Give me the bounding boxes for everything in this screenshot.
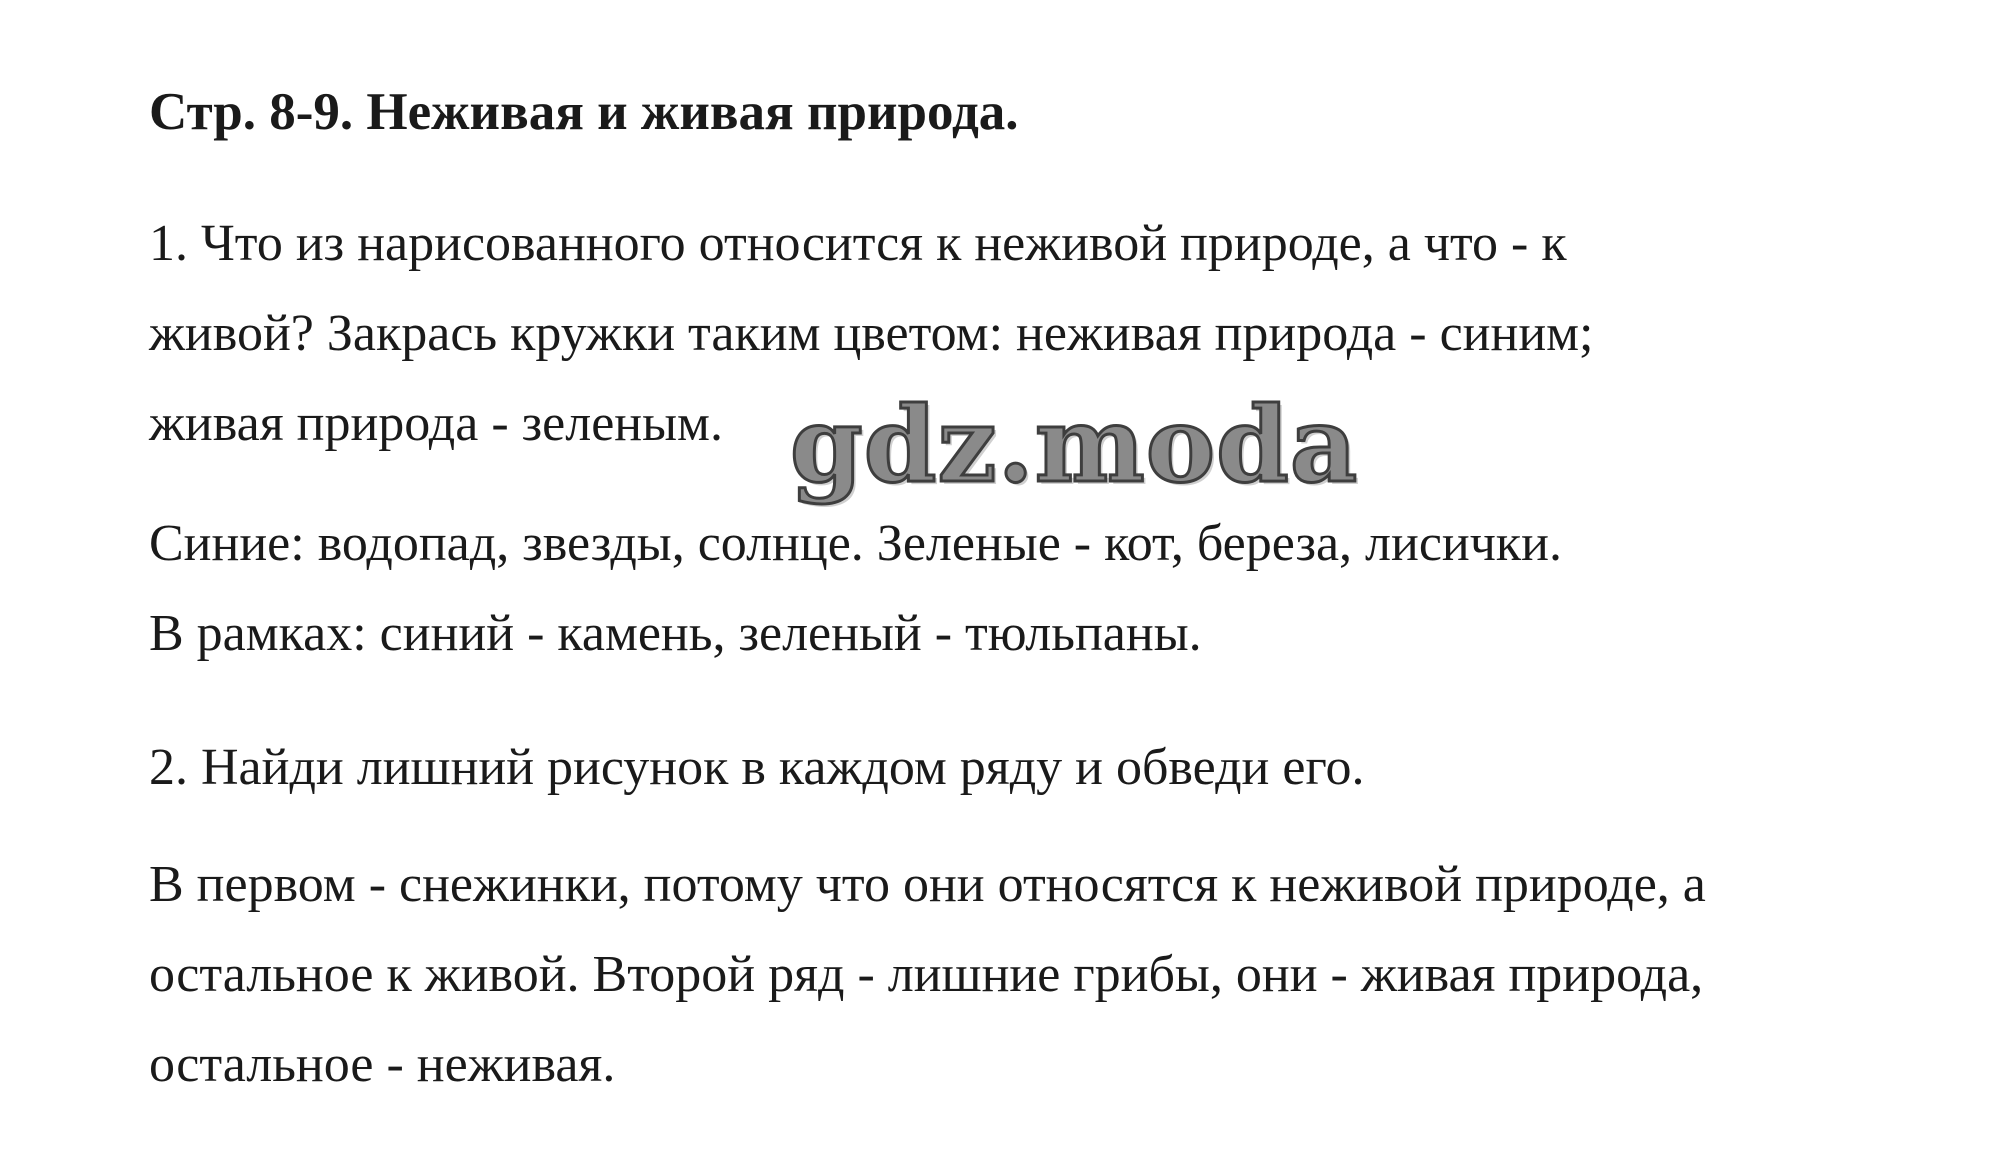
page-heading: Стр. 8-9. Неживая и живая природа. xyxy=(149,83,1019,141)
watermark-logo: gdz.moda xyxy=(790,383,1359,506)
task1-line-1: 1. Что из нарисованного относится к неживой природе, а что - к xyxy=(149,215,1567,272)
task1-line-3: живая природа - зеленым. xyxy=(149,395,723,452)
answer2-line-2: остальное к живой. Второй ряд - лишние грибы, они - живая природа, xyxy=(149,946,1704,1003)
task1-line-2: живой? Закрась кружки таким цветом: неживая природа - синим; xyxy=(149,305,1594,362)
answer2-line-3: остальное - неживая. xyxy=(149,1036,616,1093)
answer2-line-1: В первом - снежинки, потому что они относятся к неживой природе, а xyxy=(149,856,1706,913)
answer1-line-2: В рамках: синий - камень, зеленый - тюльпаны. xyxy=(149,605,1202,662)
answer1-line-1: Синие: водопад, звезды, солнце. Зеленые - кот, береза, лисички. xyxy=(149,515,1562,572)
task2-line-1: 2. Найди лишний рисунок в каждом ряду и обведи его. xyxy=(149,739,1365,796)
